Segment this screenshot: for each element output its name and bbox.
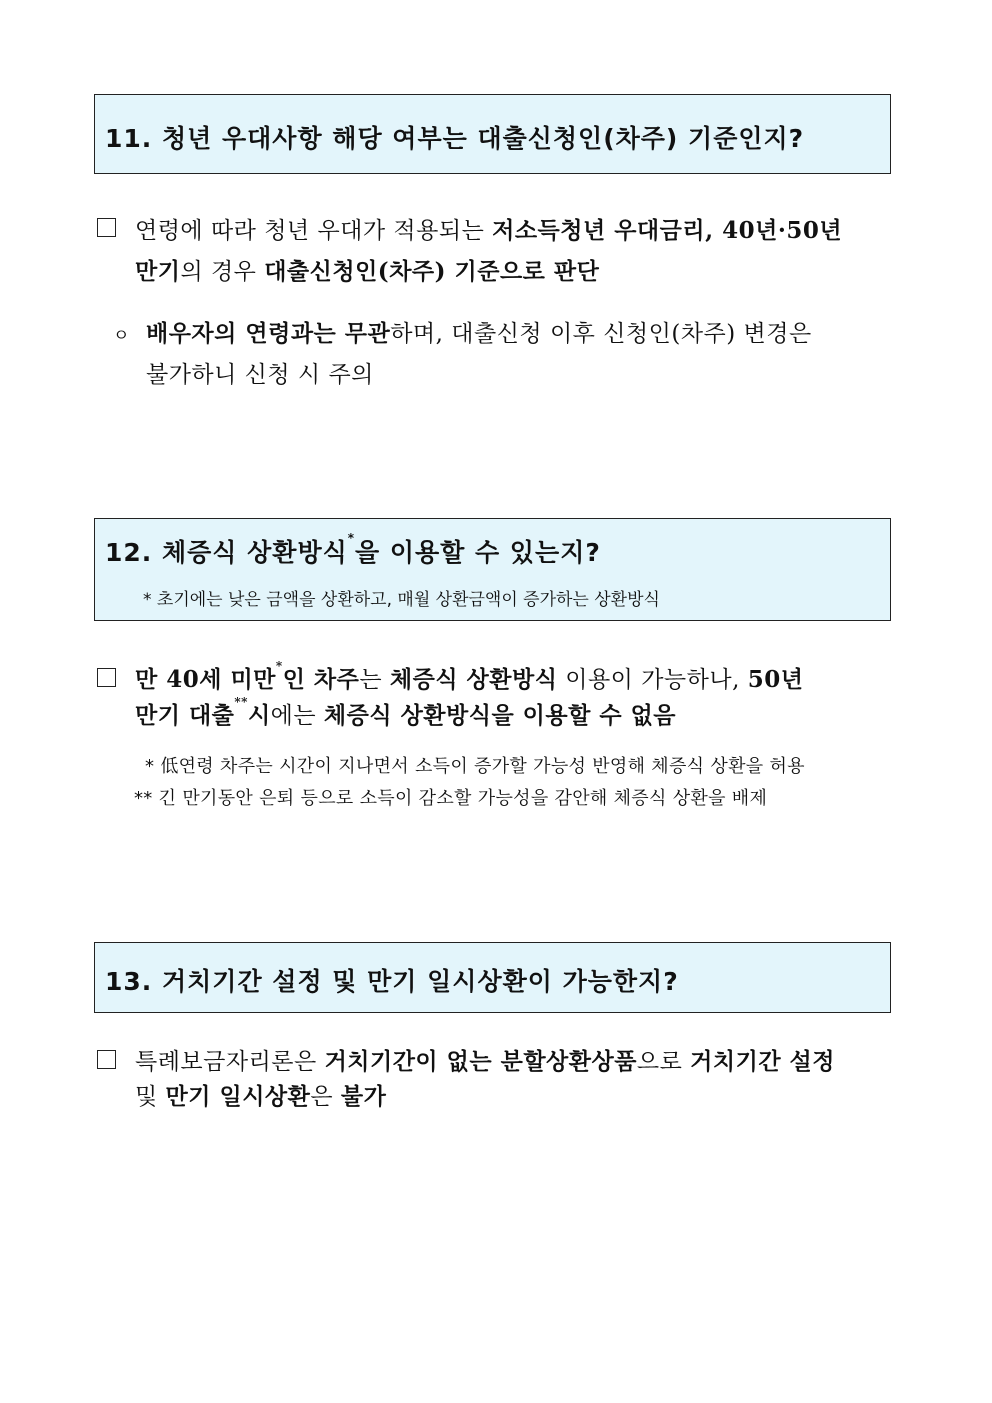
question-box-11 [94,94,891,174]
text-span: 하며, 대출신청 이후 신청인(차주) 변경은 [390,321,812,347]
text-span: 이용이 가능하나, [557,667,748,693]
question-title-13: 13. 거치기간 설정 및 만기 일시상환이 가능한지? [105,967,679,996]
text-span: 12. 체증식 상환방식 [105,538,348,567]
text-span: 는 [359,667,390,693]
text-span-bold: 시 [247,702,271,729]
text-span-bold: 체증식 상환방식 [389,666,558,693]
footnote-mark: ** [234,695,248,709]
circle-bullet-icon: ㅇ [113,326,130,346]
footnote-1: * 低연령 차주는 시간이 지나면서 소득이 증가할 가능성 반영해 체증식 상환을 허용 [145,756,805,777]
answer-11-line-4: 불가하니 신청 시 주의 [146,362,374,388]
text-span-bold: 만기 대출 [135,702,235,729]
footnote-2: ** 긴 만기동안 은퇴 등으로 소득이 감소할 가능성을 감안해 체증식 상환을 배제 [134,788,768,809]
footnote-mark: * [275,659,283,673]
text-span: 의 경우 [180,259,265,285]
text-span-bold: 저소득청년 우대금리, 40년·50년 [492,217,843,244]
checkbox-icon [97,668,116,687]
text-span-bold: 거치기간 설정 [690,1048,835,1075]
checkbox-icon [97,218,116,237]
text-span-bold: 불가 [340,1083,387,1110]
text-span: 연령에 따라 청년 우대가 적용되는 [135,218,493,244]
text-span-bold: 만 40세 미만 [135,666,276,693]
answer-11-line-3 [146,315,812,348]
answer-13-line-1 [135,1043,835,1076]
answer-12-line-1 [135,661,803,694]
question-box-13 [94,942,891,1013]
checkbox-icon [97,1050,116,1069]
question-title-12 [105,533,601,569]
text-span-bold: 배우자의 연령과는 무관 [146,320,391,347]
text-span: 및 [135,1084,166,1110]
answer-13-line-2 [135,1078,386,1111]
text-span: 으로 [636,1049,691,1075]
text-span-bold: 대출신청인(차주) 기준으로 판단 [264,258,600,285]
answer-12-line-2 [135,697,676,730]
question-title-11: 11. 청년 우대사항 해당 여부는 대출신청인(차주) 기준인지? [105,124,805,153]
text-span-bold: 만기 [135,258,181,285]
answer-11-line-1 [135,212,842,245]
question-box-12 [94,518,891,621]
text-span: 은 [310,1084,341,1110]
text-span-bold: 인 차주 [282,666,360,693]
text-span-bold: 만기 일시상환 [165,1083,311,1110]
answer-11-line-2 [135,253,599,286]
text-span: 을 이용할 수 있는지? [355,538,601,567]
text-span: 에는 [270,703,324,729]
text-span-bold: 체증식 상환방식을 이용할 수 없음 [323,702,677,729]
footnote-mark: * [347,531,356,545]
text-span: 특례보금자리론은 [135,1049,325,1075]
question-note-12: * 초기에는 낮은 금액을 상환하고, 매월 상환금액이 증가하는 상환방식 [143,590,660,610]
text-span-bold: 거치기간이 없는 분할상환상품 [324,1048,637,1075]
text-span-bold: 50년 [747,666,804,693]
